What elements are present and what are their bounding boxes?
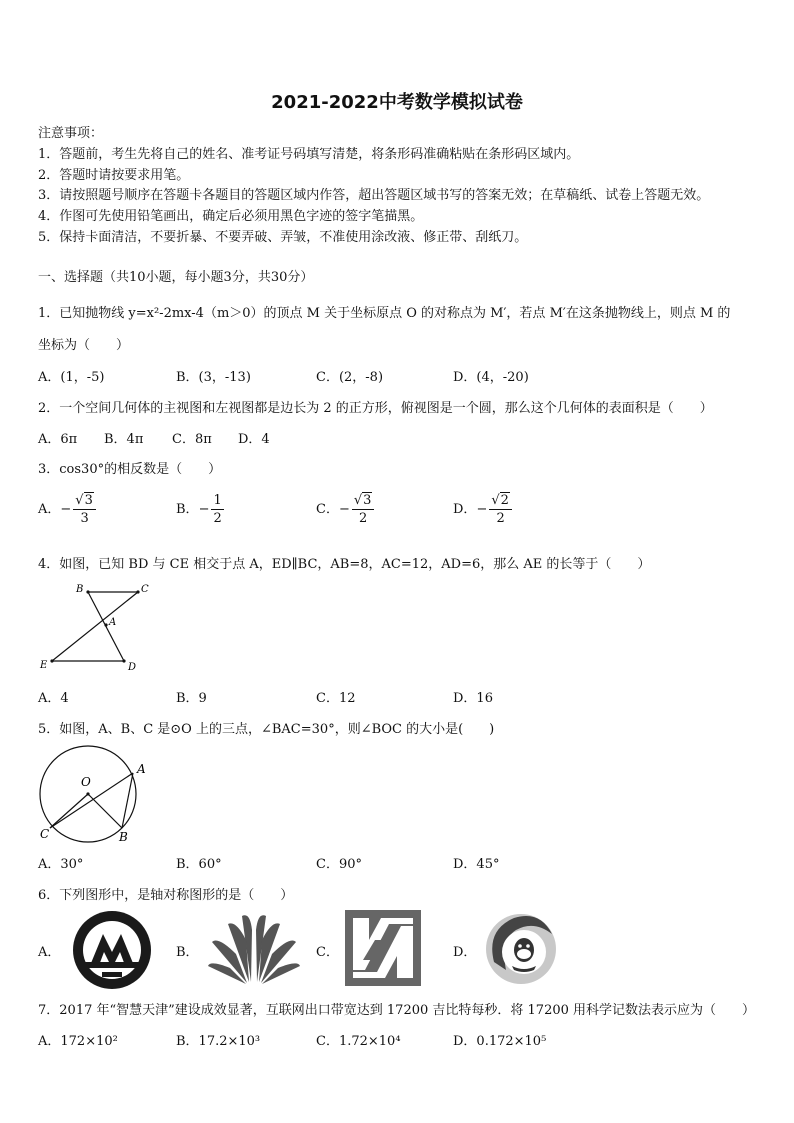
q7-option-a: A．172×10²: [38, 1034, 118, 1049]
q7-option-d: D．0.172×10⁵: [453, 1034, 547, 1049]
bank-logo-icon: [72, 910, 152, 990]
q4-label-a: A: [109, 617, 117, 628]
q3-option-c: C．− $\frac{√3}{2}$: [316, 494, 374, 525]
note-item: 2．答题时请按要求用笔。: [38, 168, 190, 183]
q2-option-b: B．4π: [104, 432, 144, 447]
q4-label-c: C: [141, 584, 149, 595]
question-7-text: 7．2017 年“智慧天津”建设成效显著，互联网出口带宽达到 17200 吉比特每秒．将 17200 用科学记数法表示应为（ ）: [38, 1003, 756, 1018]
q4-label-b: B: [76, 584, 84, 595]
q5-label-c: C: [40, 827, 50, 841]
q4-figure: [36, 580, 156, 675]
page-title: 2021-2022中考数学模拟试卷: [271, 92, 523, 113]
note-item: 1．答题前，考生先将自己的姓名、准考证号码填写清楚，将条形码准确粘贴在条形码区域内。: [38, 147, 580, 162]
q1-option-b: B．(3，-13): [176, 370, 251, 385]
q5-option-a: A．30°: [38, 857, 84, 872]
question-2-text: 2．一个空间几何体的主视图和左视图都是边长为 2 的正方形，俯视图是一个圆，那么这个几何体的表面积是（ ）: [38, 401, 713, 416]
question-6-text: 6．下列图形中，是轴对称图形的是（ ）: [38, 888, 294, 903]
question-4-text: 4．如图，已知 BD 与 CE 相交于点 A，ED∥BC，AB=8，AC=12，AD=6，那么 AE 的长等于（ ）: [38, 557, 651, 572]
notes-heading: 注意事项：: [38, 126, 104, 141]
q5-option-c: C．90°: [316, 857, 362, 872]
q6-option-b: B．: [176, 945, 199, 960]
q7-option-b: B．17.2×10³: [176, 1034, 261, 1049]
question-3-text: 3．cos30°的相反数是（ ）: [38, 462, 222, 477]
zigzag-logo-icon: [345, 910, 421, 986]
q5-label-a: A: [137, 762, 146, 776]
q1-option-c: C．(2，-8): [316, 370, 384, 385]
q4-option-c: C．12: [316, 691, 356, 706]
q4-option-b: B．9: [176, 691, 207, 706]
q5-option-b: B．60°: [176, 857, 222, 872]
q6-option-c: C．: [316, 945, 339, 960]
question-5-text: 5．如图，A、B、C 是⊙O 上的三点，∠BAC=30°，则∠BOC 的大小是( ): [38, 722, 495, 737]
q3-option-a: A．− $\frac{√3}{3}$: [38, 494, 96, 525]
section-heading: 一、选择题（共10小题，每小题3分，共30分）: [38, 270, 314, 285]
q5-figure: [34, 744, 150, 844]
q2-option-d: D．4: [238, 432, 270, 447]
note-item: 5．保持卡面清洁，不要折暴、不要弄破、弄皱，不准使用涂改液、修正带、刮纸刀。: [38, 230, 528, 245]
note-item: 4．作图可先使用铅笔画出，确定后必须用黑色字迹的签字笔描黑。: [38, 209, 424, 224]
question-1-text: 1．已知抛物线 y=x²-2mx-4（m＞0）的顶点 M 关于坐标原点 O 的对称点为 M′，若点 M′在这条抛物线上，则点 M 的: [38, 306, 731, 321]
q4-label-d: D: [128, 662, 137, 673]
q1-option-a: A．(1，-5): [38, 370, 105, 385]
question-1-text-cont: 坐标为（ ）: [38, 338, 130, 353]
q2-option-c: C．8π: [172, 432, 212, 447]
q5-option-d: D．45°: [453, 857, 500, 872]
q3-option-b: B．− $\frac{1}{2}$: [176, 493, 222, 526]
q5-label-o: O: [81, 775, 91, 789]
q4-option-d: D．16: [453, 691, 493, 706]
qq-logo-icon: [484, 910, 558, 988]
q3-option-d: D．− $\frac{√2}{2}$: [453, 494, 512, 525]
q2-option-a: A．6π: [38, 432, 78, 447]
q4-option-a: A．4: [38, 691, 69, 706]
q4-label-e: E: [40, 660, 48, 671]
q7-option-c: C．1.72×10⁴: [316, 1034, 401, 1049]
q5-label-b: B: [119, 830, 128, 844]
q6-option-d: D．: [453, 945, 477, 960]
q1-option-d: D．(4，-20): [453, 370, 529, 385]
huawei-logo-icon: [206, 910, 302, 986]
note-item: 3．请按照题号顺序在答题卡各题目的答题区域内作答，超出答题区域书写的答案无效；在草稿纸、试卷上答题无效。: [38, 188, 710, 203]
q6-option-a: A．: [38, 945, 61, 960]
